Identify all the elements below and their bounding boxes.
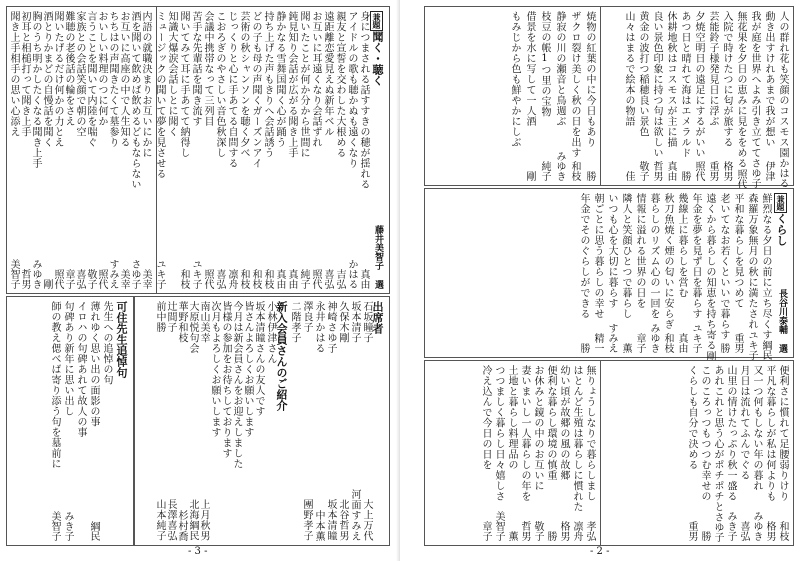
entry-column: [758, 193, 772, 360]
entry-author: 美幸: [118, 269, 129, 289]
entry-column: [583, 365, 596, 541]
entry-column: [702, 193, 716, 361]
entry-author: 美智子: [8, 259, 19, 289]
entry-text: 無りょうしなりで暮らしまし: [584, 365, 595, 502]
new-member-title: 新入会員さんのご紹介: [275, 301, 288, 411]
entry-text: 月日は流れてふんでぐる: [738, 365, 749, 481]
entry-author: みき子: [725, 511, 736, 541]
entry-text: 人の群れ花も笑顔のコスモス園: [777, 11, 788, 158]
entry-column: [48, 301, 61, 541]
attendee-name: 永井かはる: [313, 301, 324, 354]
entry-column: [747, 11, 761, 188]
entry-text: 遠くから暮らしの知恵を持ち寄る: [704, 193, 715, 351]
entry-column: [763, 365, 776, 541]
attendee-column: [361, 301, 373, 541]
entry-author: 真由: [286, 269, 297, 289]
entry-author: 重男: [707, 161, 718, 181]
entry-text: 芸能鈴子様発見日に浮ぶ: [707, 11, 718, 127]
entry-column: [551, 11, 566, 181]
entry-column: [750, 365, 763, 541]
entry-text: 山里の情けたっぷり秋一盛る: [725, 365, 736, 502]
entry-text: はとんど生殖は暮らしに慣れた: [571, 365, 582, 512]
entry-text: 入院で時けたつに匂が旅する: [721, 11, 732, 148]
entry-column: [698, 365, 711, 541]
entry-author: 章子: [63, 269, 74, 289]
entry-author: 格男: [558, 521, 569, 541]
entry-author: ユキ子: [746, 329, 757, 360]
entry-column: [581, 11, 596, 181]
entry-text: くらしも自分で決める: [686, 365, 697, 470]
entry-text: 土地と暮らし料理品の: [506, 365, 517, 470]
entry-text: どの子も母の声聞くガーズンアイ: [250, 11, 261, 169]
heading-selector: 長谷川泰輔 選: [777, 289, 787, 353]
entry-author: みゆき: [648, 323, 659, 353]
entry-author: みゆき: [751, 511, 762, 541]
entry-author: 綱民: [760, 340, 771, 360]
entry-column: [705, 11, 719, 181]
entry-column: [505, 365, 518, 541]
entry-column: [744, 193, 758, 360]
entry-column: [141, 11, 152, 289]
entry-column: [604, 193, 618, 353]
entry-column: [663, 11, 677, 181]
heading-label: [772, 193, 789, 246]
entry-author: すみえ: [606, 323, 617, 353]
entry-column: [557, 365, 570, 541]
entry-author: 勝: [718, 343, 729, 353]
left-top-right-panel: [6, 6, 156, 294]
entry-author: かはる: [346, 259, 357, 289]
entry-author: みゆき: [554, 151, 565, 181]
right-mid-panel: [424, 188, 794, 361]
entry-author: みゆき: [30, 259, 41, 289]
heading-column: [370, 11, 385, 289]
entry-column: [521, 11, 536, 181]
entry-text: 我が庭を世界へよみ引き立てて: [749, 11, 760, 158]
entry-column: [737, 365, 750, 541]
name: 山本純子: [154, 499, 165, 541]
entry-text: 苦手な先輩話を聞き流す: [190, 11, 201, 127]
entry-text: 静かなる雪舞国聞く心が踊う: [274, 11, 285, 148]
entry-author: 吉弘: [334, 269, 345, 289]
attendee-name: 北谷哲男: [337, 499, 348, 541]
right-top-left-panel: [424, 6, 600, 186]
entry-text: 平凡な暮らしが私は何よりも: [764, 365, 775, 502]
entry-text: ちちはの声聞きたくて墓参り: [107, 11, 118, 148]
entry-author: 孝弘: [584, 521, 595, 541]
entry-text: 年金でそのぐらしができる: [578, 193, 589, 319]
name: 辻間子: [165, 301, 176, 333]
entry-column: [685, 365, 698, 541]
entry-text: お互いに高座の中で人生知る: [118, 11, 129, 148]
entry-author: 勝: [584, 171, 595, 181]
entry-text: 胸のうち明かしたくなる聞き上手: [30, 11, 41, 169]
note-text: 坂本清瞳さんの友人です: [253, 301, 264, 417]
entry-column: [536, 11, 551, 181]
note-text: 皆さんよろしくお願いします: [242, 301, 253, 438]
entry-columns: [8, 11, 152, 289]
entry-author: 剛: [524, 171, 535, 181]
entry-column: [688, 193, 702, 353]
entry-column: [719, 11, 733, 181]
left-bottom-right-panel: [134, 296, 390, 546]
entry-author: 剛: [41, 279, 52, 289]
heading-badge: 兼題: [372, 13, 382, 29]
note-text: 皆様の参加をお待ちしております: [220, 301, 231, 459]
entry-column: [674, 193, 688, 353]
entry-column: [649, 11, 663, 181]
entry-text: 森羅万象無月の秋に満たされ: [746, 193, 757, 330]
entry-column: [635, 11, 649, 181]
entry-text: 年金を夢を見ず日を暮らす: [690, 193, 701, 319]
entry-text: 鈍見知り会話が広がる聞き上手: [286, 11, 297, 158]
entry-author: 純子: [539, 161, 550, 181]
entry-column: [711, 365, 724, 541]
entry-text: 持ち上げた声もきりへ会話誘う: [262, 11, 273, 158]
entry-author: 和枝: [569, 161, 580, 181]
entry-text: ミュージックの聞いて夢を見させる: [154, 11, 165, 179]
entry-author: 美幸: [140, 269, 151, 289]
entry-columns: [429, 193, 789, 361]
entry-author: 照代: [96, 269, 107, 289]
entry-author: 照代: [310, 269, 321, 289]
entry-column: [100, 301, 113, 541]
entry-column: [576, 193, 590, 353]
entry-text: 枝豆の帳1つ里の宝物: [539, 11, 550, 117]
entry-column: [518, 365, 531, 541]
entry-text: 親友と宣誓を交わした大根める: [334, 11, 345, 158]
attendee-name: 中本薫: [313, 509, 324, 541]
page-2: [400, 0, 800, 561]
section-title: 可住先生追悼句: [115, 301, 128, 378]
entry-author: 純子: [298, 269, 309, 289]
left-top-main-panel: [156, 6, 390, 294]
entry-text: 妻いまいし一人暮らしの年を: [519, 365, 530, 502]
entry-text: 便利な暮らし環境の慎重: [545, 365, 556, 481]
entry-text: 又一つ何もしない年の暮れ: [751, 365, 762, 491]
right-bottom-left-panel: [424, 360, 600, 546]
entry-text: 暮らしのリズム心の一回を: [648, 193, 659, 319]
entry-text: ザクロ裂け美しく秋の日を出す: [569, 11, 580, 158]
entry-columns: [429, 365, 596, 541]
entry-text: 家族との会話笑顔で朝の空: [74, 11, 85, 137]
entry-author: 凛舟: [226, 269, 237, 289]
entry-text: 動き出すけれあまで我が想い: [763, 11, 774, 148]
entry-text: 冷え込んで今日の日を: [480, 365, 491, 470]
entry-author: 哲男: [519, 521, 530, 541]
attendees-heading: 出席者: [371, 301, 384, 334]
entry-author: 喜弘: [214, 269, 225, 289]
entry-text: 平和な暮らしを見つめて: [732, 193, 743, 309]
entry-text: 朝ごとに思う暮らしの幸せ: [592, 193, 603, 319]
entry-column: [479, 365, 492, 541]
entry-column: [492, 365, 505, 541]
entry-text: 聞いたことが何か分から世間に: [298, 11, 309, 158]
entry-author: 喜弘: [322, 269, 333, 289]
entry-author: 哲男: [651, 161, 662, 181]
entry-author: 真由: [676, 333, 687, 353]
entry-text: 師の教え偲べば寄り添う句を墓前に: [49, 301, 60, 469]
attendee-name: 神崎さゆ子: [325, 301, 336, 354]
name: 大原悦句会: [187, 301, 198, 354]
entry-column: [775, 11, 789, 188]
entry-text: いつも心を大切に暮らす: [606, 193, 617, 309]
entry-text: 身につまされる話すすきの穂が揺れる: [358, 11, 369, 190]
entry-author: 照代: [52, 269, 63, 289]
entry-author: 和枝: [250, 269, 261, 289]
entry-column: [566, 11, 581, 181]
entry-columns: [605, 365, 789, 541]
entry-text: 良い景色印象に持つ句は欲しい: [651, 11, 662, 158]
right-top-right-panel: [600, 6, 794, 189]
entry-text: 聞いたげるだけ何かの力とえ: [52, 11, 63, 148]
note-text: 今月は新会員さんをお迎えしました: [231, 301, 242, 469]
entry-author: 真由: [665, 161, 676, 181]
entry-column: [590, 193, 604, 353]
entry-text: 会議中携帯なって三列目: [202, 11, 213, 127]
entry-column: [730, 193, 744, 353]
entry-author: 凛舟: [571, 521, 582, 541]
entry-author: 哲男: [19, 269, 30, 289]
page-number: - 2 -: [590, 546, 610, 557]
entry-text: 聞いてみて耳に手あてて納得し: [178, 11, 189, 158]
entry-text: イロハの句碑あれて故人の事: [75, 301, 86, 438]
heading-column: [772, 193, 789, 353]
entry-text: お休みと鏡の中のお互いに: [532, 365, 543, 491]
entry-text: 芸術の秋シャンソンを聴く夕べ: [238, 11, 249, 158]
entry-columns: [429, 11, 596, 181]
entry-author: みき子: [62, 511, 73, 541]
attendee-name: 二階孝子: [289, 301, 300, 343]
attendee-name: 坂本清子: [349, 301, 360, 343]
name: 前中勝: [154, 301, 165, 333]
entry-columns: [154, 11, 385, 289]
entry-text: 夕焼空明日の遠足にするがいい: [693, 11, 704, 158]
entry-column: [544, 365, 557, 541]
entry-author: 薫: [506, 531, 517, 541]
attendee-name: 澤良子: [301, 301, 312, 333]
entry-author: かはる: [777, 158, 788, 188]
entry-author: 和枝: [662, 333, 673, 353]
entry-text: 遠距離恋愛見えぬ新年ベル: [322, 11, 333, 137]
entry-author: さゆ子: [129, 259, 140, 289]
entry-author: 喜弘: [738, 521, 749, 541]
name: 長澤喜弘: [165, 499, 176, 541]
entry-author: 格男: [764, 521, 775, 541]
entry-text: こおろぎのやさしい音色秋深し: [214, 11, 225, 158]
entry-text: 内語の就職決まりお互いにかに: [140, 11, 151, 158]
attendee-name: 坂本清瞳: [325, 499, 336, 541]
entry-author: 勝: [545, 531, 556, 541]
entry-author: ユキ子: [690, 323, 701, 353]
entry-text: 休耕地秋はコスモスが主に描: [665, 11, 676, 148]
entry-author: 美智子: [493, 511, 504, 541]
name: 華野和枝: [176, 301, 187, 343]
entry-author: 格男: [721, 161, 732, 181]
attendee-name: 久保木剛: [337, 301, 348, 343]
attendee-name: 團野孝子: [301, 499, 312, 541]
entry-column: [621, 11, 635, 181]
entry-column: [74, 301, 87, 541]
entry-column: [632, 193, 646, 353]
attendee-name: 大上万代: [361, 499, 372, 541]
entry-column: [531, 365, 544, 541]
entry-text: あつ日と晴れて海はエメラルド: [679, 11, 690, 158]
left-bottom-left-panel: [6, 296, 134, 546]
entry-column: [506, 11, 521, 181]
entry-author: 伊津: [763, 161, 774, 181]
entry-column: [776, 365, 789, 541]
entry-text: アイドルの歌も聴かぬも遠くなり: [346, 11, 357, 169]
entry-columns: [139, 301, 385, 541]
entry-text: 焼物の紅葉の中に今日もあり: [584, 11, 595, 148]
entry-text: 黄金の波打つ稲穂良い景色: [637, 11, 648, 137]
section-title-column: [113, 301, 129, 541]
entry-text: このころっつもつつむ幸せの: [699, 365, 710, 502]
entry-column: [716, 193, 730, 353]
entry-author: 照代: [693, 161, 704, 181]
entry-author: ユキ子: [190, 259, 201, 289]
entry-column: [87, 301, 100, 541]
entry-text: 酒を聞いて飲めば飲めるどもならない: [129, 11, 140, 190]
heading-title: 聞く・聴く: [371, 31, 384, 86]
entry-author: 勝: [578, 343, 589, 353]
entry-text: 静寂の川の瀬音と鳥週ぶ: [554, 11, 565, 127]
entry-text: 鮮烈なる夕日の前に立ち尽くす: [760, 193, 771, 340]
entry-column: [733, 11, 747, 189]
entry-author: さゆ子: [712, 512, 723, 542]
entry-text: 秋刀魚焼く煙の匂いに安らぎ: [662, 193, 673, 330]
entry-column: [61, 301, 74, 541]
entry-author: 佳: [623, 171, 634, 181]
entry-text: 初耳と相槌打って聞き上手: [19, 11, 30, 137]
attendees-heading-column: [373, 301, 385, 541]
entry-text: あれこれと思う心がポチポチと: [712, 365, 723, 512]
name: 上月秋男: [198, 499, 209, 541]
entry-column: [724, 365, 737, 541]
entry-author: 和枝: [178, 269, 189, 289]
entry-column: [570, 365, 583, 541]
entry-author: 章子: [480, 521, 491, 541]
heading-label: [370, 11, 385, 86]
entry-column: [691, 11, 705, 181]
entry-text: 句碑あり新年に思い出し: [62, 301, 73, 417]
entry-text: 借景を水に写して一人酒: [524, 11, 535, 127]
entry-author: 勝: [699, 531, 710, 541]
entry-column: [618, 193, 632, 353]
entry-author: さゆ子: [749, 158, 760, 188]
entry-author: 綱民: [88, 521, 99, 541]
name: 南山美幸: [198, 301, 209, 343]
entry-text: 言うことを聞いて内陸を喘ぐ: [85, 11, 96, 148]
page-number: - 3 -: [188, 546, 208, 557]
attendee-name: 石坂瞳子: [361, 301, 372, 343]
entry-text: 聞き上手相手の思い心添え: [8, 11, 19, 137]
entry-author: 章子: [634, 333, 645, 353]
entry-column: [660, 193, 674, 353]
entry-author: 薫: [620, 343, 631, 353]
entry-author: 照代: [735, 168, 746, 189]
entry-text: 無花果を夕日の恵みに見ををめる: [735, 11, 746, 169]
entry-text: 難聴の老後話の輪をさえ: [63, 11, 74, 127]
entry-text: 山々はまるで絵本の物語: [623, 11, 634, 127]
entry-author: 剛: [704, 350, 715, 361]
entry-text: 老いてなお若くといいで暮らす: [718, 193, 729, 340]
heading-badge: 兼題: [776, 195, 786, 211]
entry-text: もみじから色も鮮やかにしぶ: [509, 11, 520, 148]
entry-author: ユキ子: [154, 259, 165, 289]
right-bottom-right-panel: [600, 360, 794, 546]
entry-author: 重男: [732, 333, 743, 353]
entry-text: 幾線上に暮らしを営む: [676, 193, 687, 298]
entry-text: じっくりと心に手あてる自問する: [226, 11, 237, 169]
entry-text: おいしい料理のつに何か: [96, 11, 107, 127]
entry-author: 喜弘: [74, 269, 85, 289]
entry-author: 敬子: [637, 161, 648, 181]
entry-text: 酒とりかまどの自慢話を聞く: [41, 11, 52, 148]
name: 北海綱民: [187, 499, 198, 541]
entry-author: 和枝: [238, 269, 249, 289]
entry-text: つつましく暮らし日々嬉しさ: [493, 365, 504, 502]
entry-text: 隣人と笑顔ひとつで暮らし: [620, 193, 631, 319]
entry-author: 敬子: [85, 269, 96, 289]
attendee-name: 河面すみえ: [349, 488, 360, 541]
entry-author: すみえ: [107, 259, 118, 289]
entry-author: 真由: [358, 269, 369, 289]
entry-text: 便利さに慣れて足腰弱りけり: [777, 365, 788, 502]
entry-author: 美智子: [49, 511, 60, 541]
entry-author: 勝: [679, 171, 690, 181]
heading-title: くらし: [775, 213, 788, 246]
entry-text: 情報に溢れる世界の日を: [634, 193, 645, 309]
entry-author: 照代: [202, 269, 213, 289]
entry-column: [677, 11, 691, 181]
entry-author: 和枝: [262, 269, 273, 289]
entry-column: [646, 193, 660, 353]
entry-columns: [11, 301, 129, 541]
entry-text: 薄れゆく思い出の面影の事: [88, 301, 99, 427]
entry-column: [761, 11, 775, 181]
heading-selector: 藤井美智子 選: [373, 225, 383, 289]
entry-author: 重男: [686, 521, 697, 541]
entry-text: 幼い頃が故郷の風の故郷: [558, 365, 569, 481]
entry-author: 精一: [592, 333, 603, 353]
entry-author: 敬子: [532, 521, 543, 541]
entry-text: お互いに耳遠くなり会話ずれ: [310, 11, 321, 148]
note-text: 次月もよろしくお願いします: [209, 301, 220, 438]
entry-author: 真由: [274, 269, 285, 289]
entry-author: 和枝: [777, 521, 788, 541]
entry-text: 知識大爆涙会話しとに聞く: [166, 11, 177, 137]
new-member-name: 小林伊津さん: [265, 301, 276, 364]
entry-columns: [605, 11, 789, 189]
entry-text: 先生への追悼の句: [101, 301, 112, 385]
name: 杉村喬: [176, 509, 187, 541]
